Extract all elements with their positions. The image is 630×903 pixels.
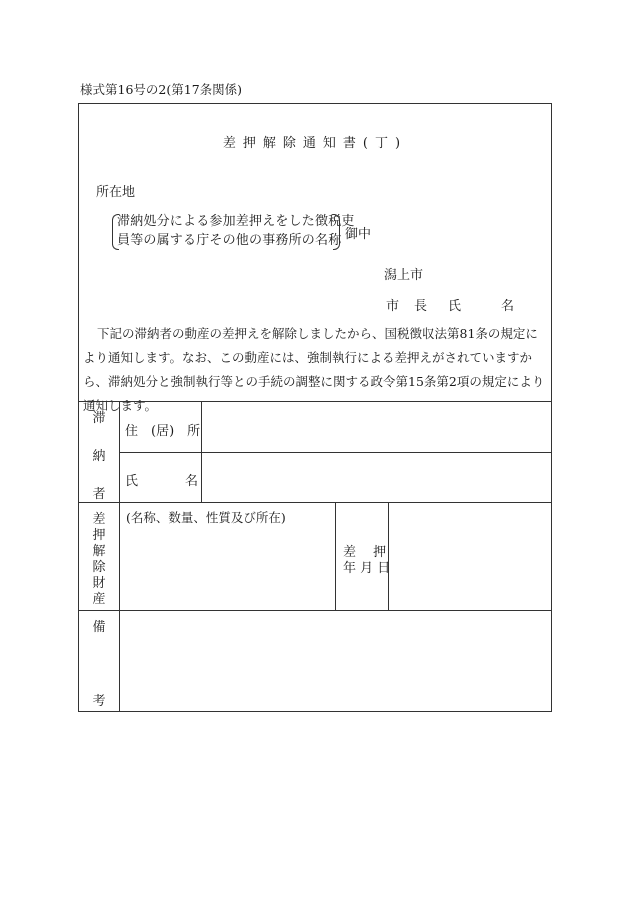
- mayor-char-2: 長: [414, 299, 428, 314]
- bracket-left: [112, 214, 119, 250]
- table-line: [79, 401, 551, 402]
- notice-body: 下記の滞納者の動産の差押えを解除しましたから、国税徴収法第81条の規定により通知します。なお、この動産には、強制執行による差押えがされていますから、滞納処分と強制執行等との手続の調整に関する政令第15条第2項の規定により通知します。: [83, 326, 545, 413]
- table-line: [119, 452, 551, 453]
- address-field[interactable]: [209, 420, 539, 440]
- addressee-line-2: 員等の属する庁その他の事務所の名称: [117, 233, 342, 248]
- mayor-char-1: 市: [386, 299, 400, 314]
- issuer-city: 潟上市: [384, 268, 424, 283]
- notice-frame: 差押解除通知書(丁) 所在地 滞納処分による参加差押えをした徴税吏 員等の属する庁その他の事務所の名称 御中 潟上市 市 長 氏 名 下記の滞納者の動産の差押えを解除しましたから、国税徴収法第81条の規定により通知します。なお、この動産には、強制執行による差押えがされていますから、滞納処分と強制執行等との手続の調整に関する政令第15条第2項の規定により通知します。 滞 納 者 住 (居) 所 氏 名 差 押 解 除 財 産 (名称、数量、性質及び所在) 差 押 年 月 日 備 考: [78, 103, 552, 712]
- honorific: 御中: [345, 227, 372, 242]
- table-line: [201, 401, 202, 502]
- table-line: [335, 502, 336, 610]
- document-title: 差押解除通知書(丁): [222, 136, 408, 151]
- seizure-date-field[interactable]: [397, 544, 537, 564]
- form-number: 様式第16号の2(第17条関係): [80, 82, 243, 97]
- table-line: [79, 502, 551, 503]
- remarks-field[interactable]: [127, 616, 537, 696]
- mayor-char-3: 氏: [448, 299, 462, 314]
- location-label: 所在地: [96, 185, 136, 200]
- name-field[interactable]: [209, 470, 539, 490]
- table-line: [79, 610, 551, 611]
- mayor-char-4: 名: [501, 299, 515, 314]
- address-label: 住 (居) 所: [125, 424, 201, 439]
- table-line: [388, 502, 389, 610]
- bracket-right: [333, 214, 340, 250]
- table-line: [119, 401, 120, 711]
- addressee-line-1: 滞納処分による参加差押えをした徴税吏: [117, 214, 355, 229]
- property-field-hint: (名称、数量、性質及び所在): [126, 510, 286, 525]
- addressee-block: [117, 212, 355, 250]
